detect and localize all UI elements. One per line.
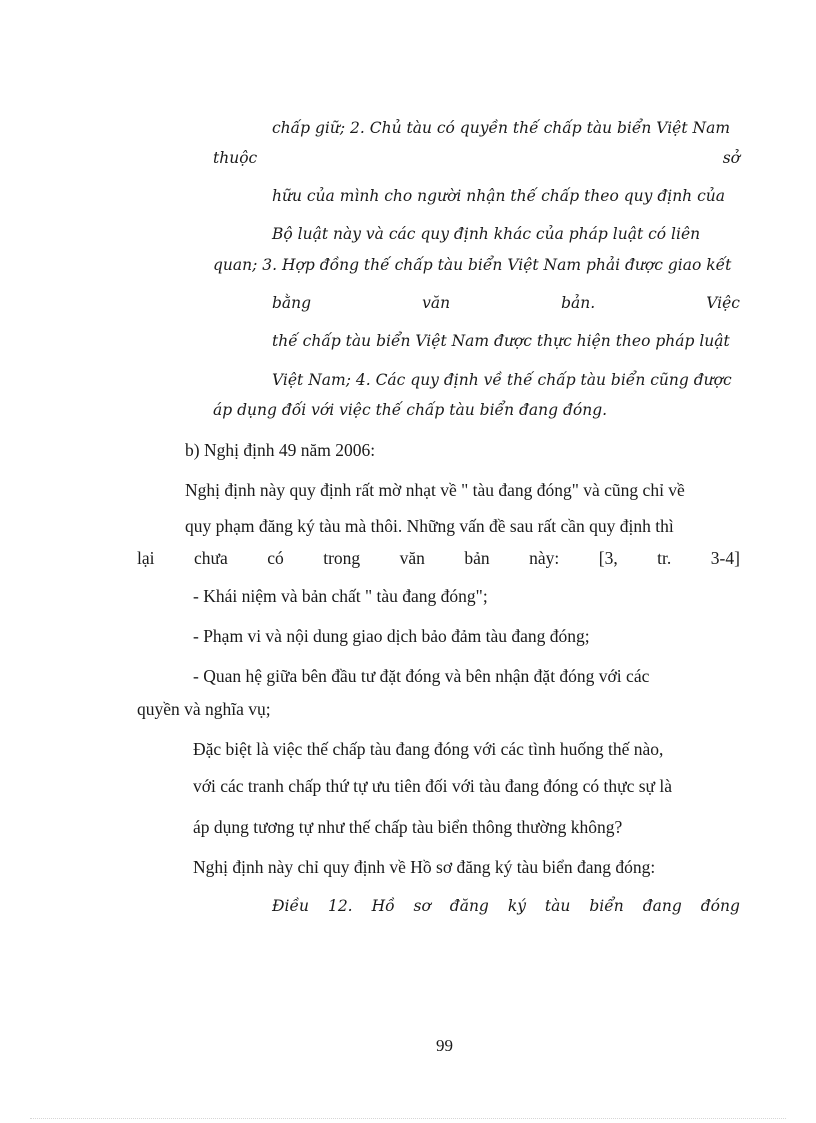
quote-word: bằng [272, 294, 312, 312]
page-number: 99 [436, 1036, 453, 1055]
paragraph-word: tr. [657, 548, 672, 568]
paragraph-word: lại [137, 548, 155, 568]
question-line-1: Đặc biệt là việc thế chấp tàu đang đóng với các tình huống thế nào, [193, 739, 664, 759]
paragraph-word: [3, [598, 548, 618, 568]
quote-word: bản. [561, 294, 596, 312]
paragraph-word: văn [399, 548, 425, 568]
bullet-item-2: - Phạm vi và nội dung giao dịch bảo đảm tàu đang đóng; [193, 626, 590, 646]
article-word: Hồ [371, 897, 395, 915]
article-word: đăng [449, 897, 489, 915]
paragraph-line-4: Nghị định này chỉ quy định về Hồ sơ đăng ký tàu biển đang đóng: [193, 857, 656, 877]
bullet-item-3: - Quan hệ giữa bên đầu tư đặt đóng và bên nhận đặt đóng với các [193, 666, 650, 686]
article-word: biển [589, 897, 624, 915]
quote-word: Việc [706, 294, 740, 312]
paragraph-word: trong [323, 548, 361, 568]
quote-line-5: quan; 3. Hợp đồng thế chấp tàu biển Việt Nam phải được giao kết [213, 256, 732, 274]
question-line-3: áp dụng tương tự như thế chấp tàu biển thông thường không? [193, 817, 623, 837]
paragraph-word: chưa [193, 548, 228, 568]
article-heading [272, 897, 740, 915]
article-word: ký [507, 897, 526, 915]
quote-line-3: hữu của mình cho người nhận thế chấp theo quy định của [272, 187, 725, 205]
quote-line-8: Việt Nam; 4. Các quy định về thế chấp tàu biển cũng được [272, 371, 732, 389]
article-word: tàu [544, 897, 571, 915]
quote-word: sở [722, 149, 740, 167]
footer-divider [30, 1118, 786, 1119]
quote-word: thuộc [213, 149, 258, 167]
article-word: sơ [413, 897, 431, 915]
paragraph-word: 3-4] [710, 548, 740, 568]
article-word: Điều [272, 897, 309, 915]
paragraph-line-2: quy phạm đăng ký tàu mà thôi. Những vấn đề sau rất cần quy định thì [185, 516, 674, 536]
quote-line-1: chấp giữ; 2. Chủ tàu có quyền thế chấp tàu biển Việt Nam [272, 119, 731, 137]
paragraph-word: này: [529, 548, 560, 568]
paragraph-word: bản [464, 548, 490, 568]
question-line-2: với các tranh chấp thứ tự ưu tiên đối với tàu đang đóng có thực sự là [193, 776, 673, 796]
quote-line-9: áp dụng đối với việc thế chấp tàu biển đang đóng. [213, 401, 608, 419]
quote-line-2 [213, 149, 740, 167]
bullet-item-1: - Khái niệm và bản chất " tàu đang đóng"; [193, 586, 488, 606]
article-word: đang [642, 897, 682, 915]
section-heading: b) Nghị định 49 năm 2006: [185, 440, 376, 460]
article-word: 12. [327, 897, 353, 915]
quote-line-4: Bộ luật này và các quy định khác của pháp luật có liên [272, 225, 701, 243]
article-word: đóng [700, 897, 740, 915]
paragraph-word: có [267, 548, 284, 568]
paragraph-line-3 [137, 548, 740, 569]
paragraph-line-1: Nghị định này quy định rất mờ nhạt về " tàu đang đóng" và cũng chỉ về [185, 480, 685, 500]
quote-line-6 [272, 294, 740, 312]
quote-line-7: thế chấp tàu biển Việt Nam được thực hiện theo pháp luật [272, 332, 730, 350]
quote-word: văn [422, 294, 451, 312]
bullet-item-3-cont: quyền và nghĩa vụ; [137, 699, 271, 719]
